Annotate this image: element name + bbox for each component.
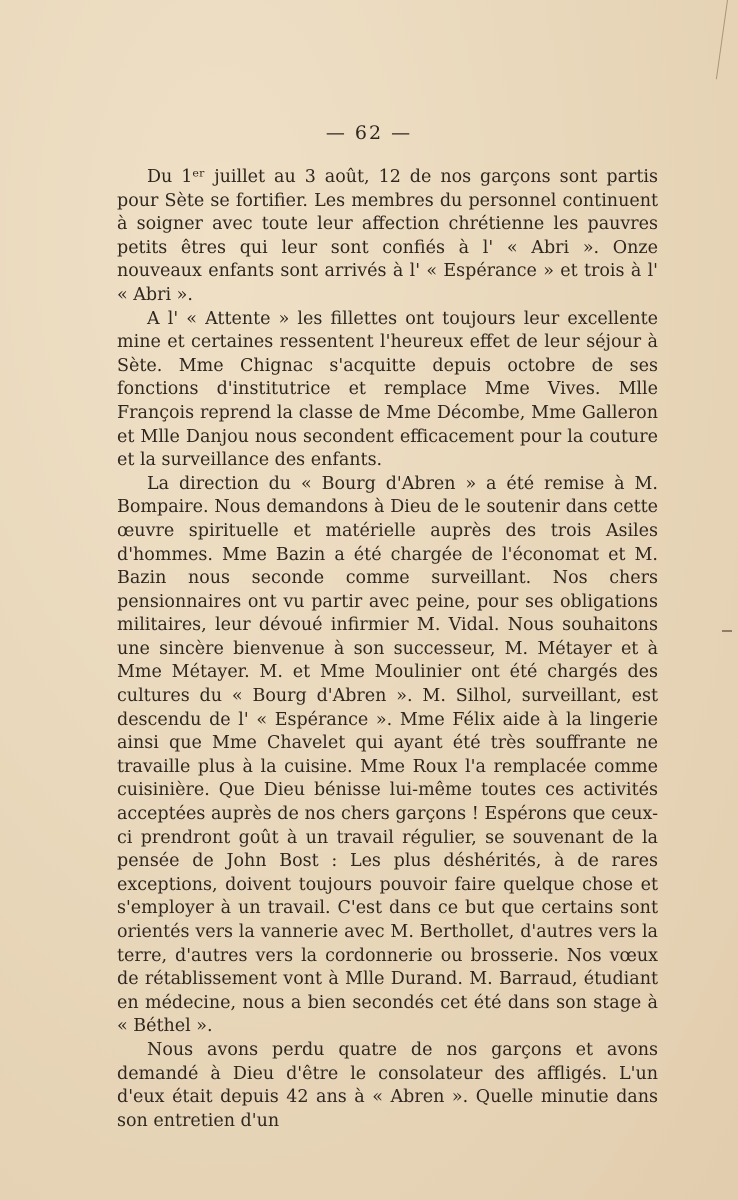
paragraph-4: Nous avons perdu quatre de nos garçons et avons demandé à Dieu d'être le consolateur des affligés. L'un d'eux était depuis 42 ans à « Abren ». Quelle minutie dans son entretien d'un [117,1039,658,1131]
page-number: — 62 — [325,122,413,144]
paragraph-3: La direction du « Bourg d'Abren » a été remise à M. Bompaire. Nous demandons à Dieu de le soutenir dans cette œuvre spirituelle et matérielle auprès des trois Asiles d'hommes. Mme Bazin a été chargée de l'économat et M. Bazin nous seconde comme surveillant. Nos chers pensionnaires ont vu partir avec peine, pour ses obligations militaires, leur dévoué infirmier M. Vidal. Nous souhaitons une sincère bienvenue à son successeur, M. Métayer et à Mme Métayer. M. et Mme Moulinier ont été chargés des cultures du « Bourg d'Abren ». M. Silhol, surveillant, est descendu de l' « Espérance ». Mme Félix aide à la lingerie ainsi que Mme Chavelet qui ayant été très souffrante ne travaille plus à la cuisine. Mme Roux l'a remplacée comme cuisinière. Que Dieu bénisse lui-même toutes ces activités acceptées auprès de nos chers garçons ! Espérons que ceux-ci prendront goût à un travail régulier, se souvenant de la pensée de John Bost : Les plus déshérités, à de rares exceptions, doivent toujours pouvoir faire quelque chose et s'employer à un travail. C'est dans ce but que certains sont orientés vers la vannerie avec M. Berthollet, d'autres vers la terre, d'autres vers la cordonnerie ou brosserie. Nos vœux de rétablissement vont à Mlle Durand. M. Barraud, étudiant en médecine, nous a bien secondés cet été dans son stage à « Béthel ». [117,473,658,1037]
paragraph-1: Du 1ᵉʳ juillet au 3 août, 12 de nos garçons sont partis pour Sète se fortifier. Les membres du personnel continuent à soigner avec toute leur affection chrétienne les pauvres petits êtres qui leur sont confiés à l' « Abri ». Onze nouveaux enfants sont arrivés à l' « Espérance » et trois à l' « Abri ». [117,167,658,305]
margin-mark [722,630,732,632]
body-text [117,166,658,1133]
paragraph-2: A l' « Attente » les fillettes ont toujours leur excellente mine et certaines ressentent l'heureux effet de leur séjour à Sète. Mme Chignac s'acquitte depuis octobre de ses fonctions d'institutrice et remplace Mme Vives. Mlle François reprend la classe de Mme Décombe, Mme Galleron et Mlle Danjou nous secondent efficacement pour la couture et la surveillance des enfants. [117,308,658,471]
page-edge-line [716,0,728,79]
